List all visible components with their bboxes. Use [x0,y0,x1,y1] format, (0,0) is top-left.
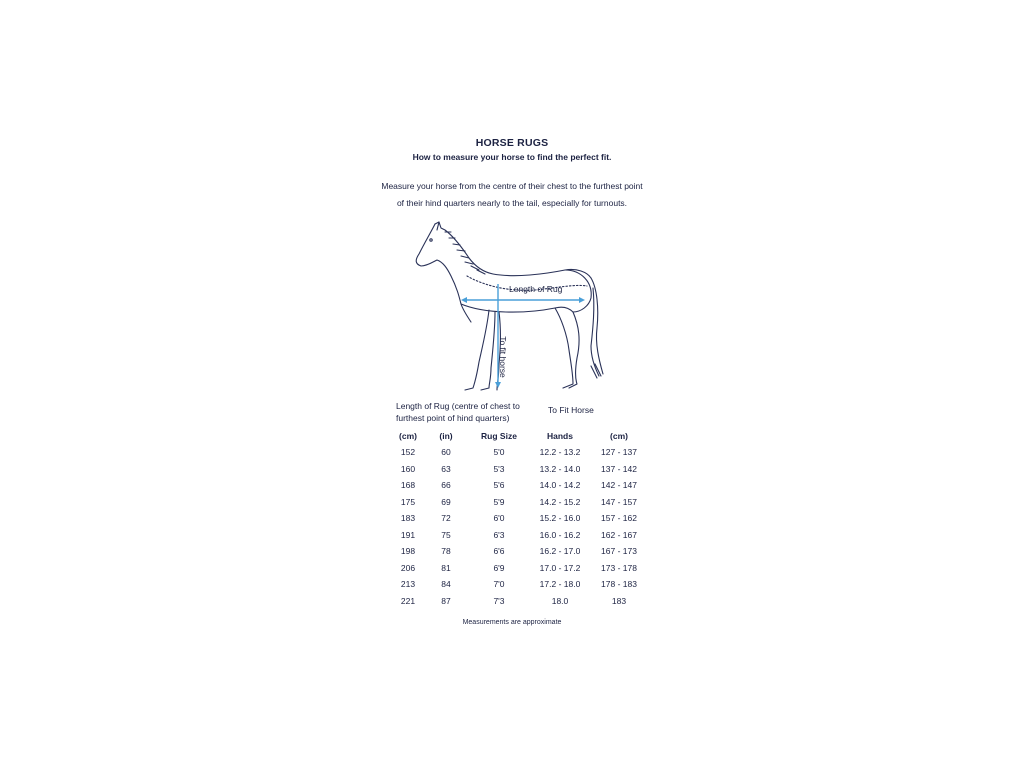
table-cell: 18.0 [551,595,569,606]
table-row [392,477,648,494]
table-row [392,444,648,461]
table-cell: 13.2 - 14.0 [539,463,581,474]
table-cell: 78 [441,546,451,557]
table-cell: 206 [400,562,416,573]
to-fit-horse-label: To fit horse [497,336,508,378]
table-cell: 6'3 [493,529,505,540]
table-cell: 198 [400,546,416,557]
table-cell: 183 [611,595,627,606]
table-cell: 173 - 178 [601,562,637,573]
table-cell: 84 [441,579,451,590]
table-cell: 72 [441,513,451,524]
table-cell: 63 [441,463,451,474]
table-cell: 162 - 167 [601,529,637,540]
table-row [392,510,648,527]
table-cell: 142 - 147 [601,480,637,491]
table-cell: 81 [441,562,451,573]
length-of-rug-label: Length of Rug [509,284,563,294]
table-header-left: Length of Rug (centre of chest to furthest point of hind quarters) [396,401,520,423]
column-header: (in) [439,431,453,441]
table-cell: 157 - 162 [601,513,637,524]
table-cell: 87 [441,595,451,606]
table-cell: 147 - 157 [601,496,637,507]
column-header: (cm) [399,431,417,441]
horse-outline [416,222,603,390]
table-cell: 160 [400,463,416,474]
table-cell: 6'0 [493,513,505,524]
size-table [392,428,648,609]
table-cell: 168 [400,480,416,491]
table-cell: 60 [441,447,451,458]
page-subtitle: How to measure your horse to find the perfect fit. [412,152,612,162]
table-cell: 16.0 - 16.2 [539,529,581,540]
column-header: (cm) [610,431,628,441]
table-cell: 178 - 183 [601,579,637,590]
table-cell: 12.2 - 13.2 [539,447,581,458]
table-header-row [392,428,648,444]
table-cell: 5'6 [493,480,505,491]
footnote: Measurements are approximate [462,619,562,626]
table-cell: 15.2 - 16.0 [539,513,581,524]
table-cell: 5'3 [493,463,505,474]
table-cell: 7'0 [493,579,505,590]
table-row [392,576,648,593]
table-cell: 16.2 - 17.0 [539,546,581,557]
column-header: Hands [547,431,573,441]
table-cell: 17.0 - 17.2 [539,562,581,573]
intro-paragraph: Measure your horse from the centre of their chest to the furthest point of their hind quarters nearly to the tail, especially for turnouts. [381,181,643,208]
table-cell: 6'9 [493,562,505,573]
column-header: Rug Size [481,431,517,441]
table-cell: 75 [441,529,451,540]
table-cell: 66 [441,480,451,491]
table-row [392,494,648,511]
table-cell: 221 [400,595,416,606]
table-row [392,560,648,577]
table-header-right: To Fit Horse [548,405,594,415]
table-row [392,593,648,610]
table-row [392,527,648,544]
table-cell: 14.0 - 14.2 [539,480,581,491]
table-row [392,543,648,560]
page-title: HORSE RUGS [475,137,549,149]
table-cell: 167 - 173 [601,546,637,557]
table-cell: 69 [441,496,451,507]
table-cell: 213 [400,579,416,590]
table-cell: 175 [400,496,416,507]
table-cell: 7'3 [493,595,505,606]
table-cell: 152 [400,447,416,458]
table-row [392,461,648,478]
table-cell: 17.2 - 18.0 [539,579,581,590]
table-cell: 6'6 [493,546,505,557]
table-cell: 14.2 - 15.2 [539,496,581,507]
table-cell: 191 [400,529,416,540]
table-cell: 127 - 137 [601,447,637,458]
table-cell: 183 [400,513,416,524]
table-cell: 5'9 [493,496,505,507]
table-cell: 5'0 [493,447,505,458]
table-cell: 137 - 142 [601,463,637,474]
